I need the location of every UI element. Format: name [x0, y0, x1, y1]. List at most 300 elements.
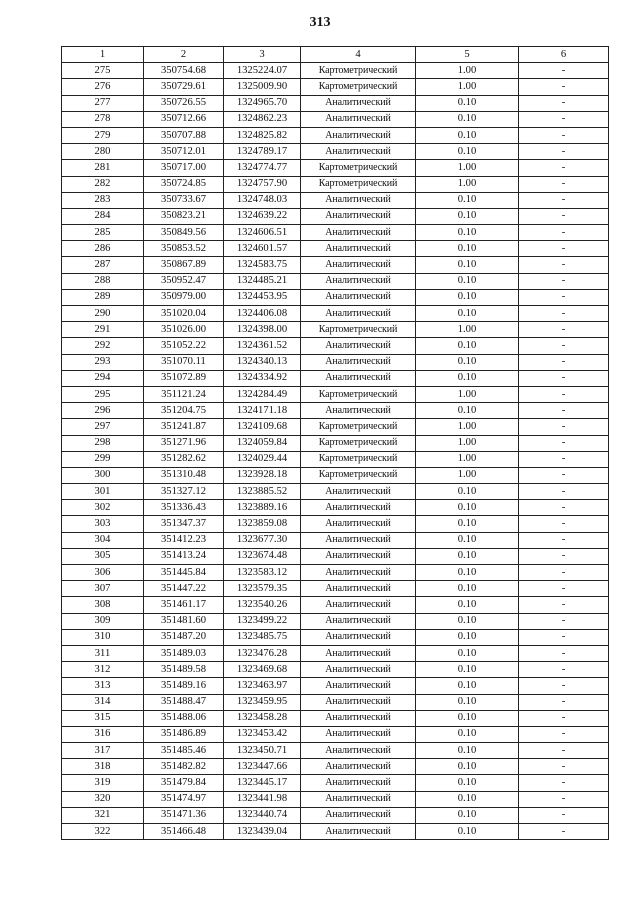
x-coordinate-cell: 351412.23 [144, 532, 224, 548]
table-row [62, 403, 609, 419]
table-row [62, 176, 609, 192]
note-cell: - [519, 775, 609, 791]
note-cell: - [519, 144, 609, 160]
table-row [62, 451, 609, 467]
y-coordinate-cell: 1324601.57 [224, 241, 301, 257]
table-row [62, 581, 609, 597]
precision-cell: 0.10 [416, 403, 519, 419]
table-row [62, 386, 609, 402]
method-cell: Аналитический [301, 645, 416, 661]
precision-cell: 1.00 [416, 435, 519, 451]
table-row [62, 79, 609, 95]
x-coordinate-cell: 350867.89 [144, 257, 224, 273]
x-coordinate-cell: 351489.58 [144, 662, 224, 678]
note-cell: - [519, 613, 609, 629]
table-row [62, 678, 609, 694]
precision-cell: 0.10 [416, 565, 519, 581]
precision-cell: 0.10 [416, 629, 519, 645]
y-coordinate-cell: 1323469.68 [224, 662, 301, 678]
table-row [62, 710, 609, 726]
column-header: 1 [62, 47, 144, 63]
precision-cell: 0.10 [416, 95, 519, 111]
y-coordinate-cell: 1323458.28 [224, 710, 301, 726]
point-number-cell: 298 [62, 435, 144, 451]
point-number-cell: 304 [62, 532, 144, 548]
point-number-cell: 305 [62, 548, 144, 564]
precision-cell: 1.00 [416, 467, 519, 483]
y-coordinate-cell: 1324361.52 [224, 338, 301, 354]
method-cell: Аналитический [301, 629, 416, 645]
y-coordinate-cell: 1323677.30 [224, 532, 301, 548]
note-cell: - [519, 791, 609, 807]
point-number-cell: 313 [62, 678, 144, 694]
table-row [62, 144, 609, 160]
point-number-cell: 316 [62, 726, 144, 742]
method-cell: Аналитический [301, 354, 416, 370]
x-coordinate-cell: 350712.66 [144, 111, 224, 127]
method-cell: Аналитический [301, 484, 416, 500]
table-row [62, 192, 609, 208]
x-coordinate-cell: 350849.56 [144, 225, 224, 241]
point-number-cell: 283 [62, 192, 144, 208]
precision-cell: 0.10 [416, 613, 519, 629]
point-number-cell: 296 [62, 403, 144, 419]
y-coordinate-cell: 1323928.18 [224, 467, 301, 483]
point-number-cell: 287 [62, 257, 144, 273]
y-coordinate-cell: 1323499.22 [224, 613, 301, 629]
point-number-cell: 286 [62, 241, 144, 257]
point-number-cell: 319 [62, 775, 144, 791]
precision-cell: 0.10 [416, 743, 519, 759]
note-cell: - [519, 678, 609, 694]
precision-cell: 0.10 [416, 775, 519, 791]
method-cell: Картометрический [301, 63, 416, 79]
point-number-cell: 292 [62, 338, 144, 354]
y-coordinate-cell: 1325009.90 [224, 79, 301, 95]
note-cell: - [519, 710, 609, 726]
method-cell: Картометрический [301, 419, 416, 435]
point-number-cell: 279 [62, 127, 144, 143]
y-coordinate-cell: 1324862.23 [224, 111, 301, 127]
x-coordinate-cell: 351479.84 [144, 775, 224, 791]
table-row [62, 257, 609, 273]
point-number-cell: 284 [62, 208, 144, 224]
table-row [62, 565, 609, 581]
note-cell: - [519, 532, 609, 548]
x-coordinate-cell: 351481.60 [144, 613, 224, 629]
method-cell: Аналитический [301, 597, 416, 613]
table-row [62, 645, 609, 661]
point-number-cell: 291 [62, 322, 144, 338]
table-row [62, 726, 609, 742]
precision-cell: 1.00 [416, 79, 519, 95]
table-row [62, 759, 609, 775]
point-number-cell: 277 [62, 95, 144, 111]
x-coordinate-cell: 350707.88 [144, 127, 224, 143]
x-coordinate-cell: 351347.37 [144, 516, 224, 532]
precision-cell: 0.10 [416, 273, 519, 289]
method-cell: Аналитический [301, 500, 416, 516]
method-cell: Аналитический [301, 743, 416, 759]
note-cell: - [519, 694, 609, 710]
x-coordinate-cell: 350717.00 [144, 160, 224, 176]
method-cell: Картометрический [301, 176, 416, 192]
table-row [62, 516, 609, 532]
method-cell: Аналитический [301, 338, 416, 354]
y-coordinate-cell: 1323674.48 [224, 548, 301, 564]
note-cell: - [519, 548, 609, 564]
x-coordinate-cell: 350726.55 [144, 95, 224, 111]
method-cell: Аналитический [301, 403, 416, 419]
note-cell: - [519, 662, 609, 678]
y-coordinate-cell: 1323459.95 [224, 694, 301, 710]
table-row [62, 111, 609, 127]
x-coordinate-cell: 351482.82 [144, 759, 224, 775]
point-number-cell: 299 [62, 451, 144, 467]
precision-cell: 0.10 [416, 208, 519, 224]
note-cell: - [519, 581, 609, 597]
method-cell: Картометрический [301, 467, 416, 483]
method-cell: Аналитический [301, 273, 416, 289]
y-coordinate-cell: 1324748.03 [224, 192, 301, 208]
point-number-cell: 314 [62, 694, 144, 710]
point-number-cell: 309 [62, 613, 144, 629]
table-row [62, 629, 609, 645]
y-coordinate-cell: 1323885.52 [224, 484, 301, 500]
x-coordinate-cell: 351327.12 [144, 484, 224, 500]
method-cell: Аналитический [301, 532, 416, 548]
x-coordinate-cell: 351121.24 [144, 386, 224, 402]
note-cell: - [519, 176, 609, 192]
y-coordinate-cell: 1324757.90 [224, 176, 301, 192]
precision-cell: 0.10 [416, 225, 519, 241]
x-coordinate-cell: 351485.46 [144, 743, 224, 759]
y-coordinate-cell: 1324774.77 [224, 160, 301, 176]
table-row [62, 500, 609, 516]
note-cell: - [519, 95, 609, 111]
x-coordinate-cell: 351488.06 [144, 710, 224, 726]
method-cell: Аналитический [301, 759, 416, 775]
precision-cell: 1.00 [416, 176, 519, 192]
column-header: 6 [519, 47, 609, 63]
point-number-cell: 282 [62, 176, 144, 192]
table-row [62, 241, 609, 257]
note-cell: - [519, 322, 609, 338]
precision-cell: 0.10 [416, 662, 519, 678]
precision-cell: 0.10 [416, 338, 519, 354]
y-coordinate-cell: 1324284.49 [224, 386, 301, 402]
point-number-cell: 278 [62, 111, 144, 127]
note-cell: - [519, 386, 609, 402]
method-cell: Аналитический [301, 144, 416, 160]
point-number-cell: 288 [62, 273, 144, 289]
y-coordinate-cell: 1324059.84 [224, 435, 301, 451]
point-number-cell: 289 [62, 289, 144, 305]
precision-cell: 0.10 [416, 645, 519, 661]
point-number-cell: 295 [62, 386, 144, 402]
table-row [62, 225, 609, 241]
x-coordinate-cell: 351486.89 [144, 726, 224, 742]
precision-cell: 0.10 [416, 127, 519, 143]
method-cell: Аналитический [301, 241, 416, 257]
y-coordinate-cell: 1323583.12 [224, 565, 301, 581]
table-row [62, 306, 609, 322]
method-cell: Аналитический [301, 678, 416, 694]
x-coordinate-cell: 351461.17 [144, 597, 224, 613]
precision-cell: 0.10 [416, 241, 519, 257]
y-coordinate-cell: 1324453.95 [224, 289, 301, 305]
y-coordinate-cell: 1324340.13 [224, 354, 301, 370]
y-coordinate-cell: 1323453.42 [224, 726, 301, 742]
x-coordinate-cell: 351052.22 [144, 338, 224, 354]
precision-cell: 0.10 [416, 289, 519, 305]
column-header: 2 [144, 47, 224, 63]
table-row [62, 95, 609, 111]
method-cell: Аналитический [301, 257, 416, 273]
table-row [62, 613, 609, 629]
precision-cell: 0.10 [416, 581, 519, 597]
point-number-cell: 321 [62, 807, 144, 823]
note-cell: - [519, 743, 609, 759]
point-number-cell: 320 [62, 791, 144, 807]
table-row [62, 484, 609, 500]
point-number-cell: 322 [62, 824, 144, 840]
precision-cell: 1.00 [416, 160, 519, 176]
y-coordinate-cell: 1324398.00 [224, 322, 301, 338]
method-cell: Аналитический [301, 613, 416, 629]
precision-cell: 0.10 [416, 257, 519, 273]
y-coordinate-cell: 1324825.82 [224, 127, 301, 143]
note-cell: - [519, 192, 609, 208]
note-cell: - [519, 79, 609, 95]
note-cell: - [519, 467, 609, 483]
precision-cell: 0.10 [416, 370, 519, 386]
note-cell: - [519, 645, 609, 661]
x-coordinate-cell: 351072.89 [144, 370, 224, 386]
method-cell: Аналитический [301, 127, 416, 143]
x-coordinate-cell: 351241.87 [144, 419, 224, 435]
table-row [62, 775, 609, 791]
x-coordinate-cell: 351026.00 [144, 322, 224, 338]
table-row [62, 435, 609, 451]
coordinates-table [61, 46, 609, 840]
method-cell: Аналитический [301, 694, 416, 710]
point-number-cell: 294 [62, 370, 144, 386]
y-coordinate-cell: 1323859.08 [224, 516, 301, 532]
table-row [62, 338, 609, 354]
note-cell: - [519, 759, 609, 775]
y-coordinate-cell: 1324334.92 [224, 370, 301, 386]
note-cell: - [519, 435, 609, 451]
table-row [62, 127, 609, 143]
precision-cell: 0.10 [416, 111, 519, 127]
precision-cell: 0.10 [416, 759, 519, 775]
precision-cell: 1.00 [416, 419, 519, 435]
note-cell: - [519, 500, 609, 516]
table-row [62, 419, 609, 435]
x-coordinate-cell: 351445.84 [144, 565, 224, 581]
note-cell: - [519, 241, 609, 257]
precision-cell: 0.10 [416, 807, 519, 823]
x-coordinate-cell: 350729.61 [144, 79, 224, 95]
header-row [62, 47, 609, 63]
table-row [62, 824, 609, 840]
table-row [62, 548, 609, 564]
note-cell: - [519, 273, 609, 289]
note-cell: - [519, 597, 609, 613]
x-coordinate-cell: 351282.62 [144, 451, 224, 467]
point-number-cell: 280 [62, 144, 144, 160]
note-cell: - [519, 225, 609, 241]
y-coordinate-cell: 1323450.71 [224, 743, 301, 759]
precision-cell: 0.10 [416, 484, 519, 500]
precision-cell: 0.10 [416, 710, 519, 726]
x-coordinate-cell: 350724.85 [144, 176, 224, 192]
point-number-cell: 317 [62, 743, 144, 759]
y-coordinate-cell: 1324583.75 [224, 257, 301, 273]
y-coordinate-cell: 1323441.98 [224, 791, 301, 807]
note-cell: - [519, 63, 609, 79]
table-body [62, 63, 609, 840]
y-coordinate-cell: 1325224.07 [224, 63, 301, 79]
table-row [62, 597, 609, 613]
x-coordinate-cell: 350952.47 [144, 273, 224, 289]
y-coordinate-cell: 1324171.18 [224, 403, 301, 419]
method-cell: Аналитический [301, 111, 416, 127]
method-cell: Аналитический [301, 225, 416, 241]
note-cell: - [519, 370, 609, 386]
x-coordinate-cell: 351310.48 [144, 467, 224, 483]
note-cell: - [519, 289, 609, 305]
table-row [62, 467, 609, 483]
x-coordinate-cell: 350712.01 [144, 144, 224, 160]
point-number-cell: 293 [62, 354, 144, 370]
method-cell: Аналитический [301, 306, 416, 322]
note-cell: - [519, 257, 609, 273]
x-coordinate-cell: 350823.21 [144, 208, 224, 224]
table-row [62, 208, 609, 224]
precision-cell: 0.10 [416, 726, 519, 742]
method-cell: Картометрический [301, 386, 416, 402]
note-cell: - [519, 419, 609, 435]
point-number-cell: 301 [62, 484, 144, 500]
precision-cell: 1.00 [416, 322, 519, 338]
table-row [62, 694, 609, 710]
method-cell: Картометрический [301, 435, 416, 451]
x-coordinate-cell: 351466.48 [144, 824, 224, 840]
note-cell: - [519, 726, 609, 742]
precision-cell: 0.10 [416, 548, 519, 564]
x-coordinate-cell: 351020.04 [144, 306, 224, 322]
point-number-cell: 310 [62, 629, 144, 645]
column-header: 3 [224, 47, 301, 63]
x-coordinate-cell: 351489.03 [144, 645, 224, 661]
method-cell: Аналитический [301, 775, 416, 791]
precision-cell: 0.10 [416, 516, 519, 532]
precision-cell: 1.00 [416, 63, 519, 79]
note-cell: - [519, 516, 609, 532]
point-number-cell: 276 [62, 79, 144, 95]
y-coordinate-cell: 1323540.26 [224, 597, 301, 613]
x-coordinate-cell: 351204.75 [144, 403, 224, 419]
point-number-cell: 281 [62, 160, 144, 176]
y-coordinate-cell: 1323485.75 [224, 629, 301, 645]
point-number-cell: 307 [62, 581, 144, 597]
point-number-cell: 275 [62, 63, 144, 79]
y-coordinate-cell: 1323445.17 [224, 775, 301, 791]
point-number-cell: 303 [62, 516, 144, 532]
point-number-cell: 285 [62, 225, 144, 241]
note-cell: - [519, 338, 609, 354]
x-coordinate-cell: 350733.67 [144, 192, 224, 208]
method-cell: Аналитический [301, 824, 416, 840]
x-coordinate-cell: 350979.00 [144, 289, 224, 305]
y-coordinate-cell: 1324029.44 [224, 451, 301, 467]
y-coordinate-cell: 1324789.17 [224, 144, 301, 160]
note-cell: - [519, 306, 609, 322]
point-number-cell: 302 [62, 500, 144, 516]
point-number-cell: 300 [62, 467, 144, 483]
method-cell: Аналитический [301, 726, 416, 742]
point-number-cell: 297 [62, 419, 144, 435]
point-number-cell: 312 [62, 662, 144, 678]
x-coordinate-cell: 351471.36 [144, 807, 224, 823]
method-cell: Аналитический [301, 289, 416, 305]
y-coordinate-cell: 1323439.04 [224, 824, 301, 840]
table-row [62, 743, 609, 759]
precision-cell: 0.10 [416, 192, 519, 208]
table-row [62, 532, 609, 548]
table-header [62, 47, 609, 63]
x-coordinate-cell: 351447.22 [144, 581, 224, 597]
table-row [62, 160, 609, 176]
table-row [62, 370, 609, 386]
table-row [62, 791, 609, 807]
table-row [62, 63, 609, 79]
y-coordinate-cell: 1323476.28 [224, 645, 301, 661]
note-cell: - [519, 403, 609, 419]
note-cell: - [519, 354, 609, 370]
table-row [62, 354, 609, 370]
precision-cell: 0.10 [416, 500, 519, 516]
note-cell: - [519, 629, 609, 645]
method-cell: Картометрический [301, 160, 416, 176]
y-coordinate-cell: 1323447.66 [224, 759, 301, 775]
method-cell: Аналитический [301, 192, 416, 208]
method-cell: Картометрический [301, 451, 416, 467]
precision-cell: 0.10 [416, 597, 519, 613]
note-cell: - [519, 208, 609, 224]
precision-cell: 0.10 [416, 306, 519, 322]
y-coordinate-cell: 1323463.97 [224, 678, 301, 694]
x-coordinate-cell: 351070.11 [144, 354, 224, 370]
x-coordinate-cell: 351489.16 [144, 678, 224, 694]
x-coordinate-cell: 351488.47 [144, 694, 224, 710]
x-coordinate-cell: 351271.96 [144, 435, 224, 451]
precision-cell: 0.10 [416, 354, 519, 370]
point-number-cell: 306 [62, 565, 144, 581]
method-cell: Аналитический [301, 581, 416, 597]
table-row [62, 807, 609, 823]
note-cell: - [519, 451, 609, 467]
precision-cell: 0.10 [416, 678, 519, 694]
precision-cell: 0.10 [416, 694, 519, 710]
y-coordinate-cell: 1324639.22 [224, 208, 301, 224]
note-cell: - [519, 111, 609, 127]
y-coordinate-cell: 1324109.68 [224, 419, 301, 435]
x-coordinate-cell: 351413.24 [144, 548, 224, 564]
method-cell: Аналитический [301, 208, 416, 224]
